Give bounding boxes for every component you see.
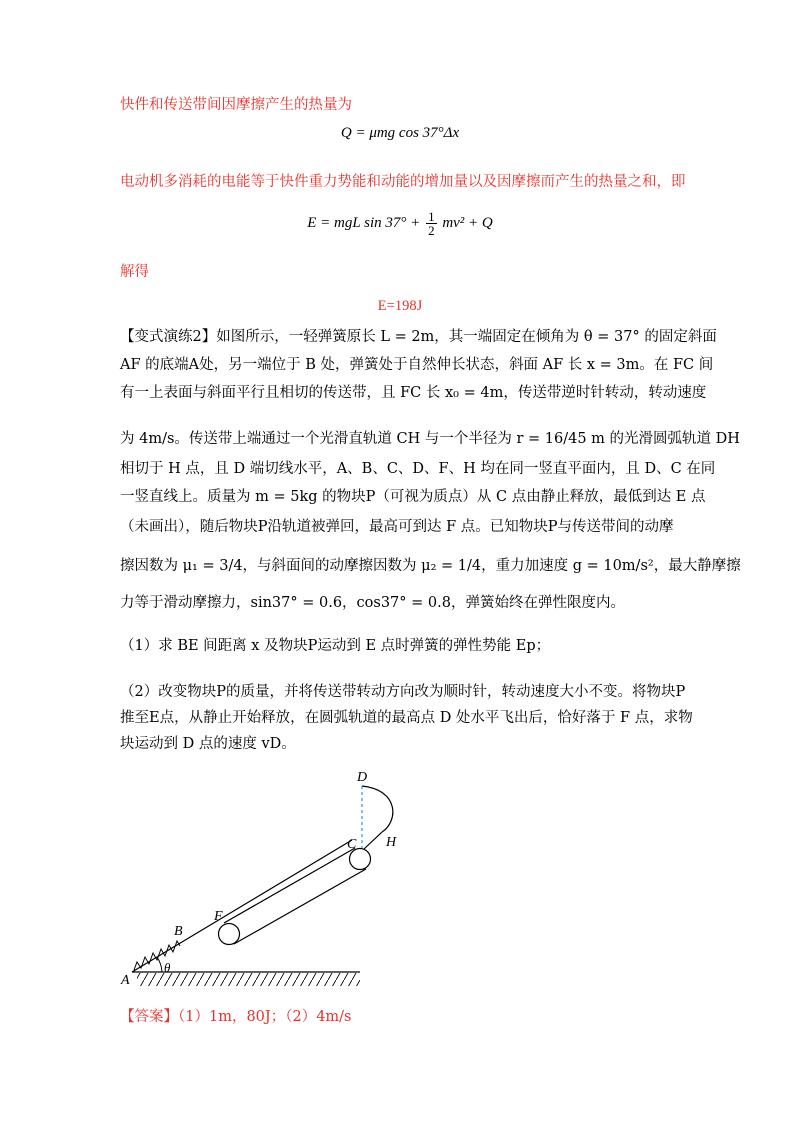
problem-line: AF 的底端A处，另一端位于 B 处，弹簧处于自然伸长状态，斜面 AF 长 x = 3m。在 FC 间 xyxy=(120,357,714,373)
problem-line: （未画出），随后物块P沿轨道被弹回，最高可到达 F 点。已知物块P与传送带间的动摩 xyxy=(120,519,674,535)
problem-line: 力等于滑动摩擦力，sin37° = 0.6，cos37° = 0.8，弹簧始终在弹性限度内。 xyxy=(120,595,625,611)
heat-formula-text: Q = μmg cos 37°Δx xyxy=(340,125,460,141)
question-2-line-2: 推至E点，从静止开始释放，在圆弧轨道的最高点 D 处水平飞出后，恰好落于 F 点，求物 xyxy=(120,710,693,726)
question-2-line-1: （2）改变物块P的质量，并将传送带转动方向改为顺时针，转动速度大小不变。将物块P xyxy=(120,684,686,700)
energy-formula-left: E = mgL sin 37° + xyxy=(307,215,421,231)
track-ch xyxy=(364,832,382,849)
frac-num: 1 xyxy=(428,209,435,225)
energy-formula-right: mv² + Q xyxy=(442,215,493,231)
energy-text: 电动机多消耗的电能等于快件重力势能和动能的增加量以及因摩擦而产生的热量之和，即 xyxy=(120,174,686,190)
result-text: E=198J xyxy=(377,298,423,314)
label-f: F xyxy=(214,909,223,924)
problem-line: 一竖直线上。质量为 m = 5kg 的物块P（可视为质点）从 C 点由静止释放，最低到达 E 点 xyxy=(120,489,706,505)
answer-text: （1）1m，80J；（2）4m/s xyxy=(178,1009,352,1025)
label-b: B xyxy=(174,924,183,939)
problem-line: 为 4m/s。传送带上端通过一个光滑直轨道 CH 与一个半径为 r = 16/45 m 的光滑圆弧轨道 DH xyxy=(120,431,740,447)
problem-line: 【变式演练2】如图所示，一轻弹簧原长 L = 2m，其一端固定在倾角为 θ = 37° 的固定斜面 xyxy=(120,329,717,345)
incline-line xyxy=(132,840,352,972)
belt-upper xyxy=(224,848,355,923)
question-1: （1）求 BE 间距离 x 及物块P运动到 E 点时弹簧的弹性势能 Ep； xyxy=(120,638,551,654)
problem-line: 相切于 H 点，且 D 端切线水平，A、B、C、D、F、H 均在同一竖直平面内，且 D、C 在同 xyxy=(120,461,716,477)
problem-line: 有一上表面与斜面平行且相切的传送带，且 FC 长 x₀ = 4m，传送带逆时针转动，转动速度 xyxy=(120,385,707,401)
arc-dh xyxy=(362,786,393,832)
answer-label: 【答案】 xyxy=(120,1009,178,1025)
label-theta: θ xyxy=(164,960,171,975)
solve-label: 解得 xyxy=(120,264,149,280)
label-d: D xyxy=(357,770,368,785)
label-h: H xyxy=(386,835,397,850)
question-2-line-3: 块运动到 D 点的速度 vD。 xyxy=(120,736,296,752)
ground-hatch xyxy=(137,973,360,986)
answer xyxy=(120,1007,686,1027)
label-c: C xyxy=(347,837,357,852)
label-a: A xyxy=(121,973,130,988)
pulley-f xyxy=(219,924,240,945)
problem-line: 擦因数为 μ₁ = 3/4，与斜面间的动摩擦因数为 μ₂ = 1/4，重力加速度 g = 10m/s²，最大静摩擦 xyxy=(120,558,741,574)
heat-text: 快件和传送带间因摩擦产生的热量为 xyxy=(120,97,352,113)
frac-den: 2 xyxy=(428,223,435,239)
spring xyxy=(134,941,180,970)
